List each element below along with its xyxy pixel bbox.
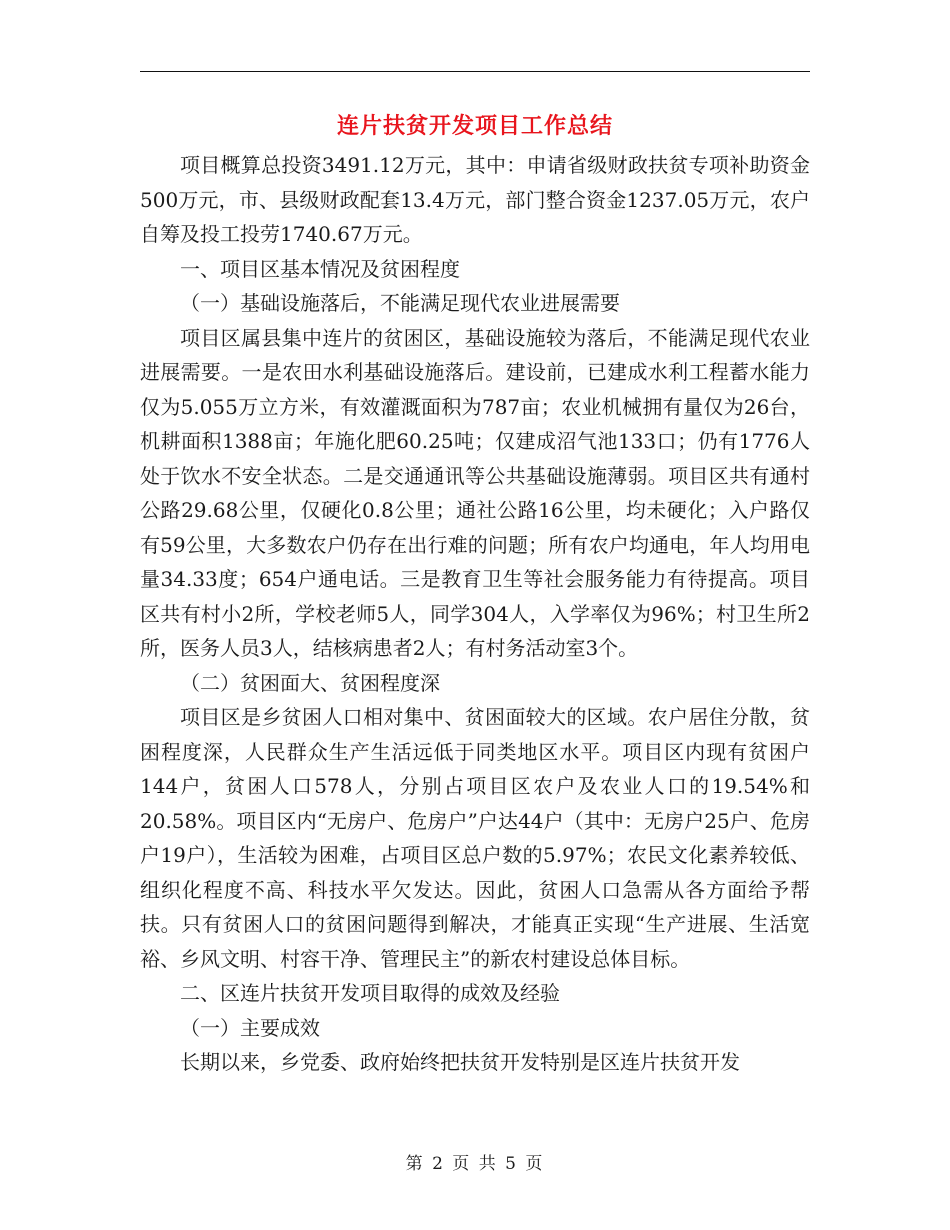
heading-section-1: 一、项目区基本情况及贫困程度 — [180, 256, 460, 281]
document-body — [140, 148, 810, 1080]
heading-section-2: 二、区连片扶贫开发项目取得的成效及经验 — [180, 981, 560, 1005]
heading-subsection-2-1: （一）主要成效 — [180, 1015, 320, 1040]
paragraph-achievements: 长期以来，乡党委、政府始终把扶贫开发特别是区连片扶贫开发 — [180, 1050, 740, 1074]
page-number: 第 2 页 共 5 页 — [405, 1154, 545, 1174]
document-title: 连片扶贫开发项目工作总结 — [336, 113, 613, 139]
paragraph-investment: 项目概算总投资3491.12万元，其中：申请省级财政扶贫专项补助资金500万元，市、县级财政配套13.4万元，部门整合资金1237.05万元，农户自筹及投工投劳1740.67万元。 — [140, 153, 810, 246]
paragraph-poverty: 项目区是乡贫困人口相对集中、贫困面较大的区域。农户居住分散，贫困程度深，人民群众生产生活远低于同类地区水平。项目区内现有贫困户144户，贫困人口578人，分别占项目区农户及农业人口的19.54%和20.58%。项目区内“无房户、危房户”户达44户（其中：无房户25户、危房户19户），生活较为困难，占项目区总户数的5.97%；农民文化素养较低、组织化程度不高、科技水平欠发达。因此，贫困人口急需从各方面给予帮扶。只有贫困人口的贫困问题得到解决，才能真正实现“生产进展、生活宽裕、乡风文明、村容干净、管理民主”的新农村建设总体目标。 — [140, 705, 810, 971]
heading-subsection-1-1: （一）基础设施落后，不能满足现代农业进展需要 — [180, 291, 620, 315]
page-footer — [0, 1152, 950, 1176]
heading-subsection-1-2: （二）贫困面大、贫困程度深 — [180, 670, 440, 695]
header-rule — [140, 71, 810, 72]
paragraph-infrastructure: 项目区属县集中连片的贫困区，基础设施较为落后，不能满足现代农业进展需要。一是农田水利基础设施落后。建设前，已建成水利工程蓄水能力仅为5.055万立方米，有效灌溉面积为787亩；农业机械拥有量仅为26台，机耕面积1388亩；年施化肥60.25吨；仅建成沼气池133口；仍有1776人处于饮水不安全状态。二是交通通讯等公共基础设施薄弱。项目区共有通村公路29.68公里，仅硬化0.8公里；通社公路16公里，均未硬化；入户路仅有59公里，大多数农户仍存在出行难的问题；所有农户均通电，年人均用电量34.33度；654户通电话。三是教育卫生等社会服务能力有待提高。项目区共有村小2所，学校老师5人，同学304人，入学率仅为96%；村卫生所2所，医务人员3人，结核病患者2人；有村务活动室3个。 — [140, 325, 810, 660]
